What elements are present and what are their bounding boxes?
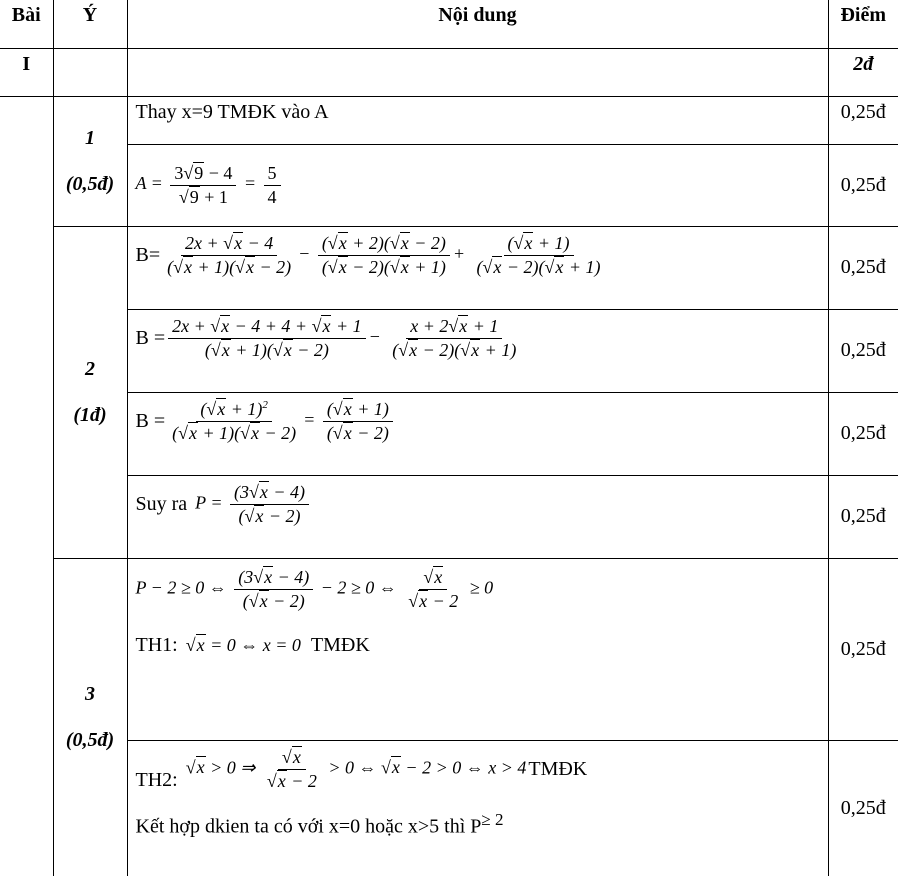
header-bai: Bài [0, 0, 53, 48]
part3-conclusion-text: Kết hợp dkien ta có với x=0 hoặc x>5 thì P [135, 815, 482, 838]
part2-score2: 0,25đ [828, 309, 898, 392]
part1-score1: 0,25đ [828, 96, 898, 144]
part2-formula1: $\frac{2x + √x - 4}{(√x + 1)(√x - 2)}$ − $\frac{(√x + 2)(√x - 2)}{(√x - 2)(√x + 1)}$ + $\frac{(√x + 1)}{(√x - 2)(√x + 1)}$ [167, 232, 601, 277]
header-noi-dung: Nội dung [127, 0, 828, 48]
part3-label [53, 558, 127, 876]
part3-points: (0,5đ) [65, 729, 115, 752]
part2-score3: 0,25đ [828, 392, 898, 475]
part1-num: 1 [85, 127, 95, 149]
part3-num: 3 [85, 683, 95, 706]
section-bai: I [0, 48, 53, 96]
part2-formula3: $\frac{(√x + 1)^2}{(√x + 1)(√x - 2)}$ = $\frac{(√x + 1)}{(√x - 2)}$ [165, 399, 396, 444]
section-y-empty [53, 48, 127, 96]
part1-points: (0,5đ) [65, 173, 115, 195]
part2-b-label3: B = [135, 409, 166, 432]
part1-step1 [127, 96, 828, 144]
part3-formula1: P − 2 ≥ 0 ⇔ $\frac{(3√x - 4)}{(√x - 2)}$ − 2 ≥ 0 ⇔ $\frac{√x}{√x - 2}$ ≥ 0 [135, 566, 494, 611]
part2-score4: 0,25đ [828, 475, 898, 558]
part2-score1: 0,25đ [828, 226, 898, 309]
part3-th2-formula: √x > 0 ⇒ $\frac{√x}{√x - 2}$ > 0 ⇔ √x − 2 > 0 ⇔ x > 4 [185, 746, 527, 791]
part3-th1-formula: √x = 0 ⇔ x = 0 [185, 634, 301, 655]
part2-formula4: P = $\frac{(3√x - 4)}{(√x - 2)}$ [195, 482, 312, 527]
part2-step3 [127, 392, 828, 475]
part2-points: (1đ) [73, 404, 107, 426]
part2-step1 [127, 226, 828, 309]
part3-score1: 0,25đ [828, 558, 898, 740]
part2-step4 [127, 475, 828, 558]
section-content-empty [127, 48, 828, 96]
part2-suy-ra: Suy ra [135, 492, 188, 515]
part3-th1-label: TH1: [135, 633, 178, 656]
part3-conclusion-sign: ≥ 2 [481, 809, 504, 829]
part3-conclusion [136, 810, 820, 839]
part1-label [53, 96, 127, 226]
header-diem: Điểm [828, 0, 898, 48]
part3-th1-tail: TMĐK [310, 633, 370, 656]
part1-formula: A = $\frac{3√9 - 4}{√9 + 1}$ = $\frac{5}{4}$ [136, 173, 284, 193]
part2-b-label2: B = [135, 326, 166, 349]
part1-line1: Thay x=9 TMĐK vào A [135, 100, 329, 123]
part1-step2 [127, 144, 828, 226]
part3-step2 [127, 740, 828, 876]
part3-th2-tail: TMĐK [528, 757, 588, 780]
part3-score2: 0,25đ [828, 740, 898, 876]
part2-step2 [127, 309, 828, 392]
part3-th2-label: TH2: [135, 768, 178, 791]
part1-score2: 0,25đ [828, 144, 898, 226]
part2-formula2: $\frac{2x + √x - 4 + 4 + √x + 1}{(√x + 1)(√x - 2)}$ − $\frac{x + 2√x + 1}{(√x - 2)(√x + 1)}$ [165, 316, 523, 361]
bai-empty-cell [0, 96, 53, 876]
part2-label [53, 226, 127, 558]
header-y: Ý [53, 0, 127, 48]
part2-b-label: B= [135, 243, 161, 266]
section-total: 2đ [828, 48, 898, 96]
part3-step1 [127, 558, 828, 740]
part2-num: 2 [85, 358, 95, 380]
